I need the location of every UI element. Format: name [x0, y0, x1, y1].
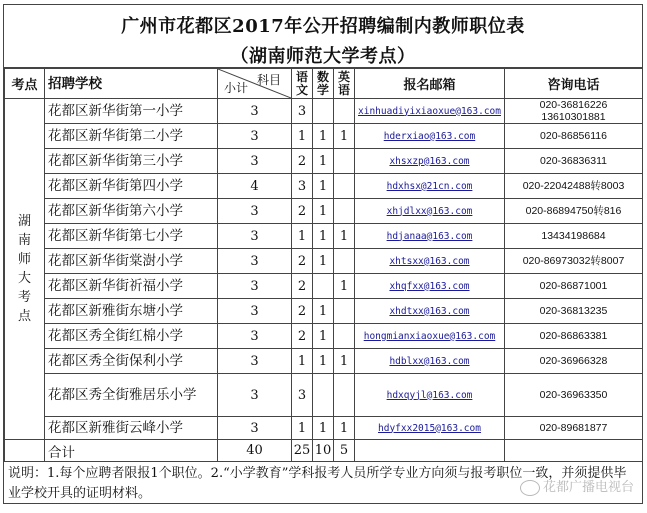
school-cell: 花都区新华街第一小学	[45, 99, 218, 124]
total-cell: 3	[218, 99, 292, 124]
table-row	[5, 199, 643, 224]
phone-number: 020-36963350	[539, 389, 608, 401]
email-link[interactable]: hderxiao@163.com	[355, 124, 505, 149]
shuxue-cell: 1	[313, 124, 334, 149]
totals-phone-blank	[505, 440, 643, 462]
header-yingyu: 英语	[334, 69, 355, 99]
wechat-icon	[520, 480, 540, 496]
yingyu-cell: 1	[334, 274, 355, 299]
phone-cell	[505, 374, 643, 417]
shuxue-cell	[313, 374, 334, 417]
email-link[interactable]: xinhuadiyixiaoxue@163.com	[355, 99, 505, 124]
phone-number: 020-89681877	[539, 422, 608, 434]
recruitment-document	[3, 4, 643, 504]
shuxue-cell: 1	[313, 174, 334, 199]
yingyu-cell: 1	[334, 124, 355, 149]
note	[4, 462, 642, 503]
email-link[interactable]: hdxqyjl@163.com	[355, 374, 505, 417]
shuxue-cell: 1	[313, 299, 334, 324]
header-xiaoji: 小计	[224, 81, 249, 95]
kaodian-char: 南	[17, 233, 31, 248]
document-title: 广州市花都区2017年公开招聘编制内教师职位表	[121, 16, 525, 37]
yingyu-cell: 1	[334, 417, 355, 440]
shuxue-cell: 1	[313, 149, 334, 174]
yingyu-cell	[334, 249, 355, 274]
phone-number: 020-86863381	[539, 330, 608, 342]
email-link[interactable]: hdjanaa@163.com	[355, 224, 505, 249]
phone-cell	[505, 417, 643, 440]
shuxue-cell: 1	[313, 199, 334, 224]
email-link[interactable]: xhsxzp@163.com	[355, 149, 505, 174]
table-row	[5, 249, 643, 274]
yingyu-cell	[334, 374, 355, 417]
header-row	[5, 69, 643, 99]
yuwen-cell: 1	[292, 417, 313, 440]
email-link[interactable]: xhtsxx@163.com	[355, 249, 505, 274]
header-kemu: 科目	[256, 73, 281, 87]
yuwen-cell: 3	[292, 99, 313, 124]
positions-table	[4, 68, 643, 462]
yuwen-cell: 3	[292, 374, 313, 417]
shuxue-cell	[313, 99, 334, 124]
phone-number: 020-86871001	[539, 280, 608, 292]
table-row	[5, 274, 643, 299]
phone-cell	[505, 324, 643, 349]
yuwen-cell: 2	[292, 299, 313, 324]
phone-number: 020-22042488转8003	[522, 180, 625, 192]
school-cell: 花都区新雅街东塘小学	[45, 299, 218, 324]
phone-number: 020-86894750转816	[525, 205, 622, 217]
watermark-text: 花都广播电视台	[542, 479, 634, 494]
phone-number-secondary: 13610301881	[541, 111, 606, 123]
phone-cell	[505, 149, 643, 174]
table-row	[5, 349, 643, 374]
shuxue-cell: 1	[313, 224, 334, 249]
totals-shuxue: 10	[313, 440, 334, 462]
yingyu-cell	[334, 324, 355, 349]
phone-number: 020-36836311	[540, 155, 607, 167]
school-cell: 花都区新雅街云峰小学	[45, 417, 218, 440]
school-cell: 花都区新华街第七小学	[45, 224, 218, 249]
yingyu-cell	[334, 149, 355, 174]
yuwen-cell: 2	[292, 324, 313, 349]
school-cell: 花都区秀全街红棉小学	[45, 324, 218, 349]
phone-number: 020-86973032转8007	[522, 255, 625, 267]
total-cell: 3	[218, 274, 292, 299]
phone-cell	[505, 249, 643, 274]
totals-email-blank	[355, 440, 505, 462]
total-cell: 3	[218, 299, 292, 324]
school-cell: 花都区秀全街雅居乐小学	[45, 374, 218, 417]
school-cell: 花都区新华街第六小学	[45, 199, 218, 224]
yingyu-cell: 1	[334, 224, 355, 249]
email-link[interactable]: hdblxx@163.com	[355, 349, 505, 374]
kaodian-cell	[5, 99, 45, 440]
table-row	[5, 174, 643, 199]
shuxue-cell: 1	[313, 417, 334, 440]
header-email: 报名邮箱	[355, 69, 505, 99]
yuwen-cell: 2	[292, 274, 313, 299]
email-link[interactable]: hdxhsx@21cn.com	[355, 174, 505, 199]
school-cell: 花都区新华街第三小学	[45, 149, 218, 174]
yuwen-cell: 1	[292, 349, 313, 374]
yuwen-cell: 2	[292, 149, 313, 174]
shuxue-cell: 1	[313, 249, 334, 274]
phone-number: 020-36813235	[539, 305, 608, 317]
school-cell: 花都区新华街第四小学	[45, 174, 218, 199]
totals-yingyu: 5	[334, 440, 355, 462]
phone-cell	[505, 99, 643, 124]
phone-cell	[505, 274, 643, 299]
shuxue-cell: 1	[313, 324, 334, 349]
phone-cell	[505, 299, 643, 324]
yingyu-cell	[334, 299, 355, 324]
school-cell: 花都区秀全街保利小学	[45, 349, 218, 374]
yuwen-cell: 1	[292, 124, 313, 149]
totals-blank-cell	[5, 440, 45, 462]
document-subtitle: （湖南师范大学考点）	[230, 46, 416, 67]
email-link[interactable]: hdyfxx2015@163.com	[355, 417, 505, 440]
table-row	[5, 299, 643, 324]
table-row	[5, 149, 643, 174]
total-cell: 3	[218, 124, 292, 149]
email-link[interactable]: xhqfxx@163.com	[355, 274, 505, 299]
email-link[interactable]: xhdtxx@163.com	[355, 299, 505, 324]
table-row	[5, 99, 643, 124]
yingyu-cell	[334, 99, 355, 124]
title-area	[4, 5, 642, 68]
total-cell: 3	[218, 417, 292, 440]
phone-number: 020-36966328	[539, 355, 608, 367]
header-kaodian: 考点	[5, 69, 45, 99]
total-cell: 3	[218, 149, 292, 174]
total-cell: 3	[218, 324, 292, 349]
school-cell: 花都区新华街棠澍小学	[45, 249, 218, 274]
phone-cell	[505, 174, 643, 199]
totals-yuwen: 25	[292, 440, 313, 462]
yingyu-cell: 1	[334, 349, 355, 374]
shuxue-cell	[313, 274, 334, 299]
total-cell: 4	[218, 174, 292, 199]
totals-row	[5, 440, 643, 462]
email-link[interactable]: hongmianxiaoxue@163.com	[355, 324, 505, 349]
phone-cell	[505, 349, 643, 374]
table-row	[5, 417, 643, 440]
yuwen-cell: 2	[292, 249, 313, 274]
email-link[interactable]: xhjdlxx@163.com	[355, 199, 505, 224]
totals-label: 合计	[45, 440, 218, 462]
kaodian-char: 点	[17, 309, 31, 324]
yingyu-cell	[334, 174, 355, 199]
yuwen-cell: 2	[292, 199, 313, 224]
total-cell: 3	[218, 374, 292, 417]
kaodian-char: 师	[17, 252, 31, 267]
table-row	[5, 124, 643, 149]
yingyu-cell	[334, 199, 355, 224]
total-cell: 3	[218, 224, 292, 249]
header-shuxue: 数学	[313, 69, 334, 99]
total-cell: 3	[218, 349, 292, 374]
header-school: 招聘学校	[45, 69, 218, 99]
kaodian-char: 大	[17, 271, 31, 286]
phone-cell	[505, 199, 643, 224]
kaodian-char: 考	[17, 290, 31, 305]
phone-cell	[505, 124, 643, 149]
phone-number: 13434198684	[541, 230, 606, 242]
totals-total: 40	[218, 440, 292, 462]
header-yuwen: 语文	[292, 69, 313, 99]
phone-number: 020-36816226	[539, 99, 608, 111]
table-row	[5, 324, 643, 349]
phone-number: 020-86856116	[540, 130, 607, 142]
kaodian-char: 湖	[17, 214, 31, 229]
note-text: 说明：1.每个应聘者限报1个职位。2.“小学教育”学科报考人员所学专业方向须与报考职位一致，并须提供毕业学校开具的证明材料。	[8, 466, 627, 501]
shuxue-cell: 1	[313, 349, 334, 374]
school-cell: 花都区新华街第二小学	[45, 124, 218, 149]
yuwen-cell: 3	[292, 174, 313, 199]
table-row	[5, 374, 643, 417]
yuwen-cell: 1	[292, 224, 313, 249]
total-cell: 3	[218, 199, 292, 224]
header-subject-total	[218, 69, 292, 99]
table-row	[5, 224, 643, 249]
total-cell: 3	[218, 249, 292, 274]
school-cell: 花都区新华街祈福小学	[45, 274, 218, 299]
header-phone: 咨询电话	[505, 69, 643, 99]
phone-cell	[505, 224, 643, 249]
watermark	[520, 477, 634, 497]
